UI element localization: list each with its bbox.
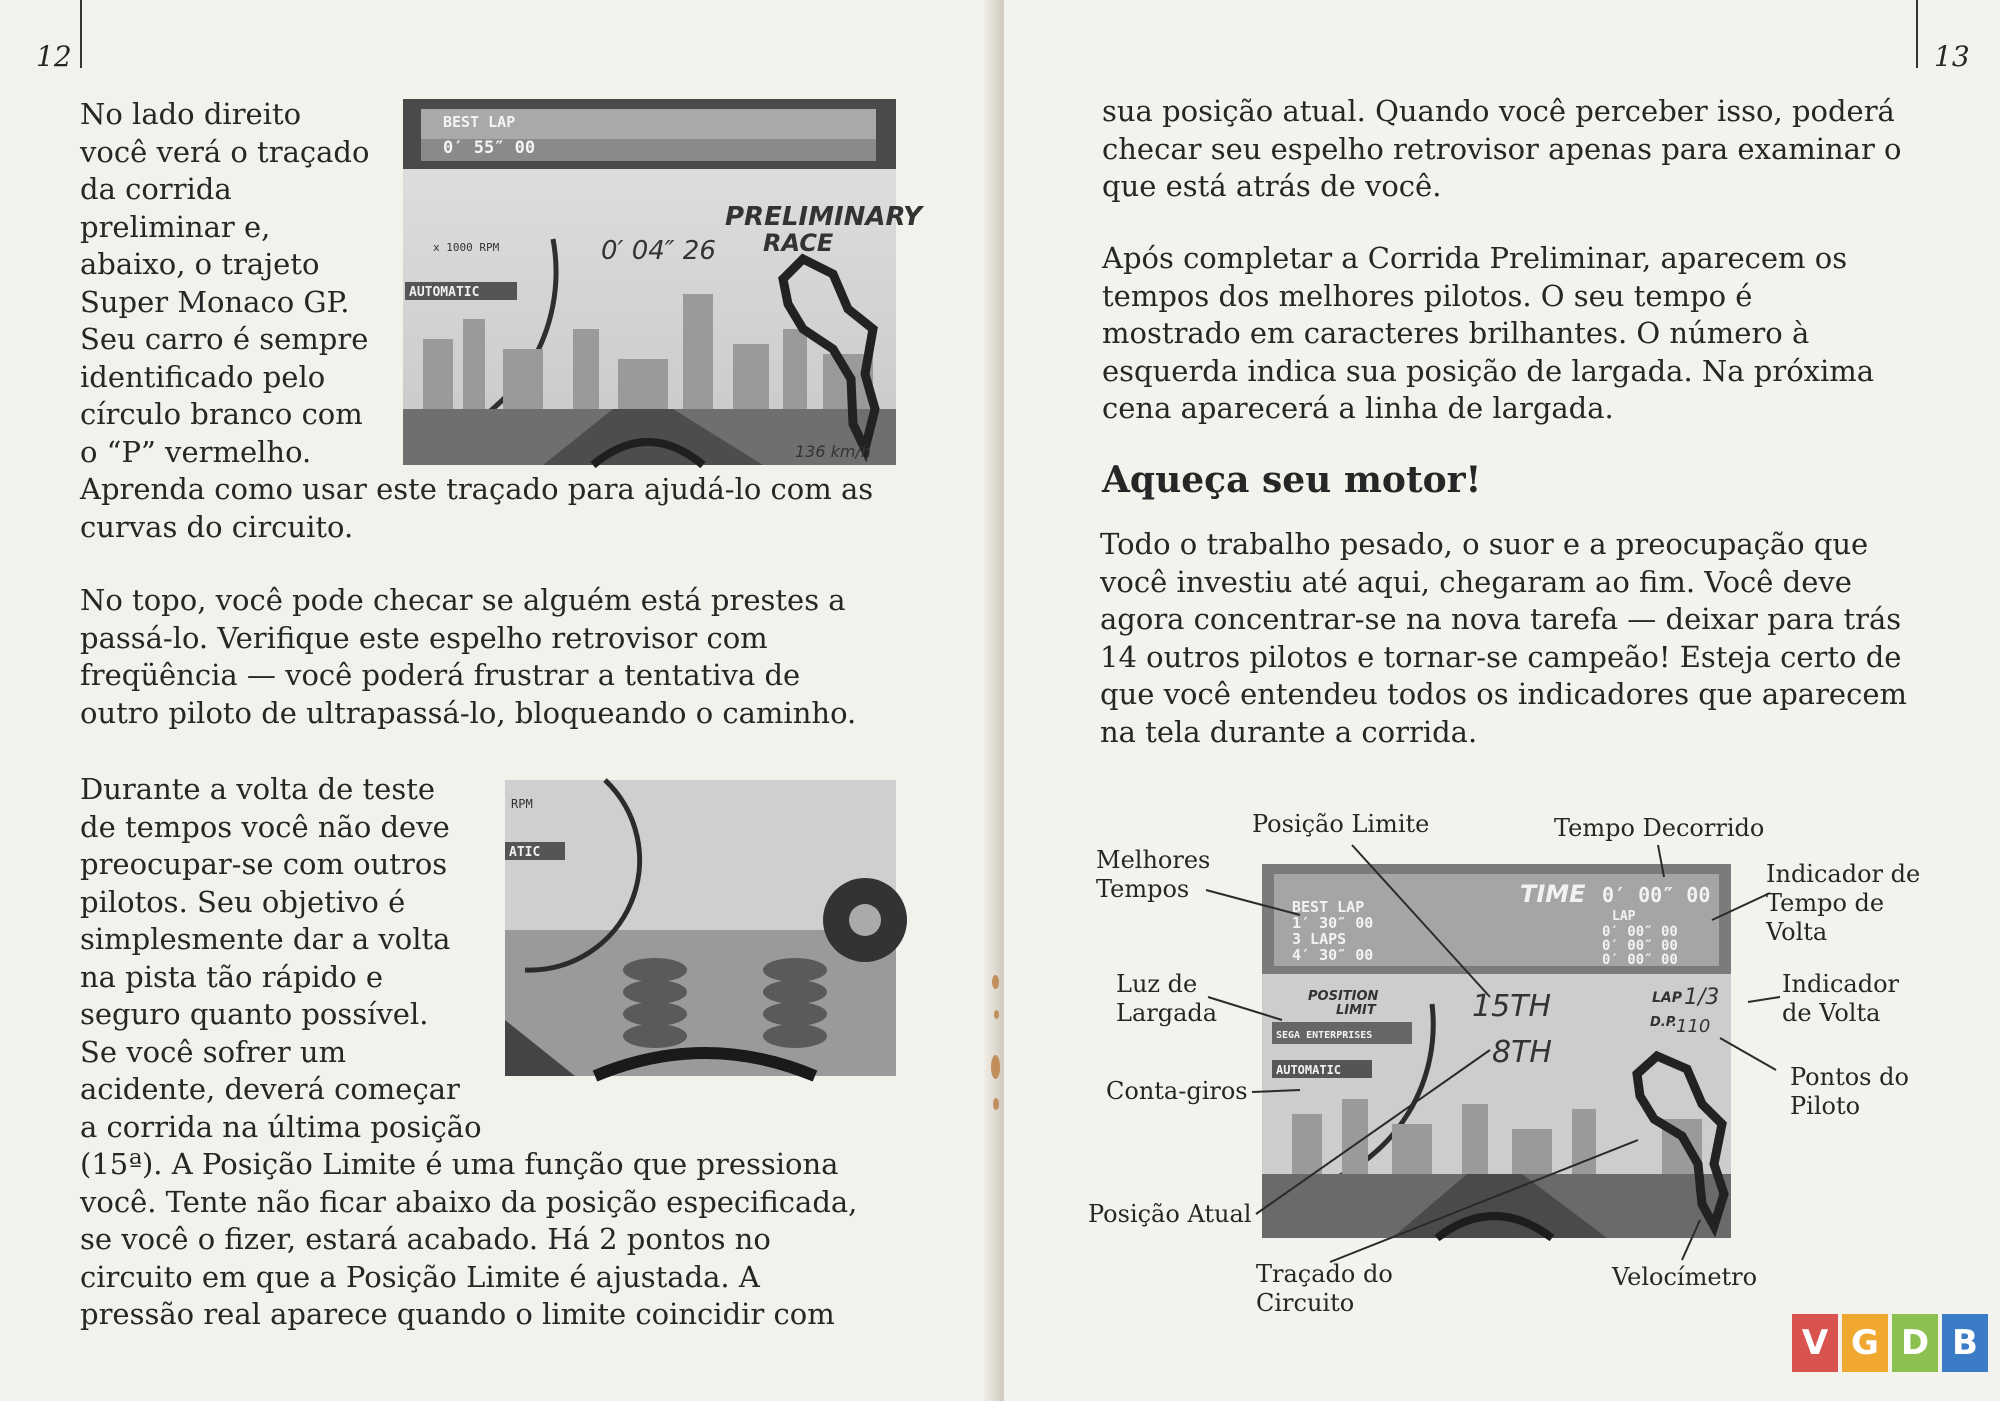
label-conta-giros: Conta-giros [1106, 1077, 1248, 1105]
label-indicador-volta: Indicador de Volta [1782, 970, 1900, 1027]
best-lap-time: 0′ 55″ 00 [443, 138, 536, 158]
label-posicao-atual: Posição Atual [1088, 1200, 1252, 1228]
hud-position-value: 8TH [1492, 1035, 1552, 1070]
label-posicao-limite: Posição Limite [1252, 810, 1430, 838]
hud-points-label: D.P. [1650, 1015, 1677, 1030]
hud-time-value: 0′ 00″ 00 [1602, 883, 1711, 907]
hud-best-lap-value: 1′ 30″ 00 [1292, 914, 1374, 932]
label-indicador-tempo-volta: Indicador de Tempo de Volta [1766, 860, 1921, 946]
paragraph-track-map: No lado direito você verá o traçado da corrida preliminar e, abaixo, o trajeto Super Monaco GP. Seu carro é sempre identificado pelo círculo branco com o “P” vermelho. Aprenda como usar este traçado para ajudá-lo com as curvas do circuito. [80, 97, 874, 544]
hud-position-label: POSITION [1308, 989, 1379, 1004]
hud-best-lap-label: BEST LAP [1292, 898, 1365, 916]
paragraph-preliminary-results: Após completar a Corrida Preliminar, aparecem os tempos dos melhores pilotos. O seu tempo é mostrado em caracteres brilhantes. O número à esquerda indica sua posição de largada. Na próxima cena aparecerá a linha de largada. [1102, 241, 1875, 425]
vgdb-watermark-logo [1792, 1314, 1988, 1372]
rpm-label: x 1000 RPM [433, 241, 500, 254]
paragraph-time-trial: Durante a volta de teste de tempos você não deve preocupar-se com outros pilotos. Seu objetivo é simplesmente dar a volta na pista tão rápido e seguro quanto possível. Se você sofrer um acidente, deverá começar a corrida na última posição (15ª). A Posição Limite é uma função que pressiona você. Tente não ficar abaixo da posição especificada, se você o fizer, estará acabado. Há 2 pontos no circuito em que a Posição Limite é ajustada. A pressão real aparece quando o limite coincidir com [80, 772, 858, 1331]
label-pontos-piloto: Pontos do Piloto [1790, 1063, 1909, 1120]
page-marker-line [80, 0, 82, 68]
hud-lap-time-2: 0′ 00″ 00 [1602, 938, 1678, 954]
label-tempo-decorrido: Tempo Decorrido [1554, 814, 1765, 842]
page-number-right: 13 [1934, 40, 1970, 73]
hud-laps-label: 3 LAPS [1292, 930, 1347, 948]
hud-limit-value: 15TH [1472, 989, 1552, 1024]
label-luz-largada: Luz de Largada [1116, 970, 1218, 1027]
hud-points-value: 110 [1676, 1016, 1711, 1037]
current-lap-time: 0′ 04″ 26 [601, 236, 716, 266]
logo-letter-v: V [1792, 1314, 1838, 1372]
paragraph-warm-up: Todo o trabalho pesado, o suor e a preocupação que você investiu até aqui, chegaram ao fim. Você deve agora concentrar-se na nova tarefa — deixar para trás 14 outros pilotos e tornar-se campeão! Esteja certo de que você entendeu todos os indicadores que aparecem na tela durante a corrida. [1100, 527, 1908, 749]
hud-lap-label: LAP [1612, 909, 1636, 924]
hud-lap-count-label: LAP [1652, 990, 1683, 1006]
preliminary-race-screenshot [403, 99, 922, 465]
hud-transmission: AUTOMATIC [1276, 1063, 1342, 1077]
logo-letter-g: G [1842, 1314, 1888, 1372]
hud-limit-label: LIMIT [1336, 1003, 1376, 1018]
paragraph-rear-mirror: No topo, você pode checar se alguém está prestes a passá-lo. Verifique este espelho retrovisor com freqüência — você poderá frustrar a tentativa de outro piloto de ultrapassá-lo, bloqueando o caminho. [80, 583, 857, 730]
hud-lap-time-1: 0′ 00″ 00 [1602, 924, 1678, 940]
best-lap-label: BEST LAP [443, 113, 516, 131]
label-velocimetro: Velocímetro [1612, 1263, 1758, 1291]
hud-sponsor: SEGA ENTERPRISES [1276, 1030, 1373, 1041]
paragraph-current-position: sua posição atual. Quando você perceber isso, poderá checar seu espelho retrovisor apenas para examinar o que está atrás de você. [1102, 94, 1902, 203]
race-title-2: RACE [763, 229, 834, 257]
section-heading: Aqueça seu motor! [1102, 459, 1482, 501]
label-tracado-circuito: Traçado do Circuito [1256, 1260, 1393, 1317]
transmission-label: AUTOMATIC [409, 285, 480, 300]
race-title-1: PRELIMINARY [725, 202, 922, 232]
label-melhores-tempos: Melhores Tempos [1096, 846, 1211, 903]
logo-letter-d: D [1892, 1314, 1938, 1372]
hud-diagram-screenshot [1262, 864, 1731, 1238]
page-marker-line-right [1916, 0, 1918, 68]
speed-readout: 136 km/h [795, 442, 872, 461]
hud-laps-value: 4′ 30″ 00 [1292, 946, 1374, 964]
hud-lap-time-3: 0′ 00″ 00 [1602, 952, 1678, 968]
left-page [0, 0, 996, 1401]
hud-time-label: TIME [1520, 880, 1586, 908]
hud-lap-count: 1/3 [1684, 985, 1720, 1010]
right-page [1004, 0, 2000, 1401]
logo-letter-b: B [1942, 1314, 1988, 1372]
transmission-label-2: ATIC [509, 845, 541, 860]
rpm-label-2: RPM [511, 797, 533, 811]
page-number-left: 12 [36, 40, 72, 73]
